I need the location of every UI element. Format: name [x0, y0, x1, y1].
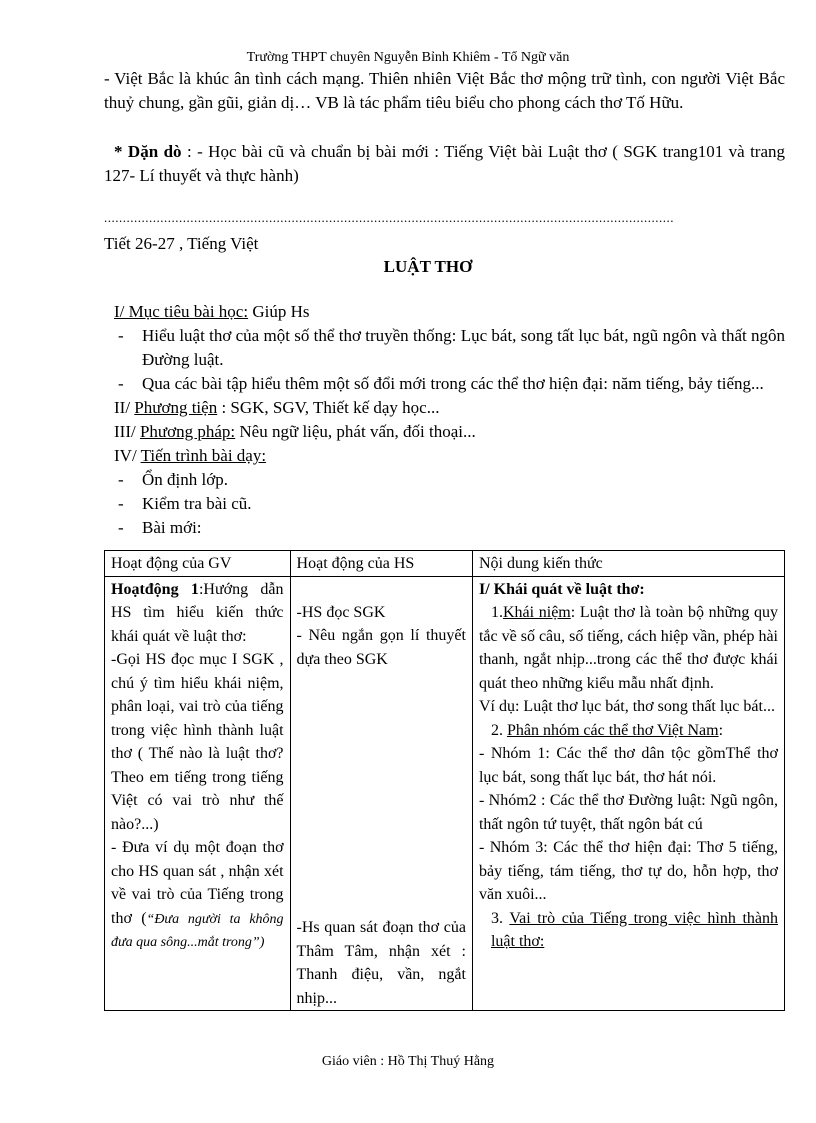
- objectives-rest: Giúp Hs: [248, 302, 310, 321]
- gv-quote-end: ): [259, 935, 265, 950]
- objectives-section: [104, 300, 785, 540]
- gv-paragraph: -Gọi HS đọc mục I SGK , chú ý tìm hiểu khái niệm, phân loại, vai trò của tiếng trong việc hình thành luật thơ ( Thế nào là luật thơ? Theo em tiếng trong tiếng Việt có vai trò như thế nào?...): [111, 651, 284, 833]
- role-label: Vai trò của Tiếng trong việc hình thành luật thơ:: [490, 909, 778, 950]
- gv-paragraph: [111, 836, 284, 954]
- concept-text: : Luật thơ là toàn bộ những quy tắc về số câu, số tiếng, cách hiệp vần, phép hài thanh, ngắt nhịp...trong các thể thơ được khái quát theo những kiểu mẫu nhất định.: [478, 604, 778, 692]
- method-prefix: III/: [114, 422, 140, 441]
- process-heading: [104, 444, 785, 468]
- lesson-table: [104, 550, 785, 1011]
- concept-label: Khái niệm: [502, 604, 571, 621]
- lesson-line: Tiết 26-27 , Tiếng Việt: [104, 234, 259, 253]
- page-title: LUẬT THƠ: [383, 257, 473, 276]
- header-content: Nội dung kiến thức: [472, 551, 784, 577]
- means-label: Phương tiện: [134, 398, 218, 417]
- divider: ........................................................................................................................................................: [104, 210, 674, 225]
- content-grouping: [479, 719, 778, 743]
- homework-paragraph: [104, 140, 785, 188]
- header-gv: Hoạt động của GV: [105, 551, 291, 577]
- grouping-end: :: [718, 721, 724, 739]
- process-list: [104, 468, 785, 540]
- gv-activity: [111, 578, 284, 649]
- objectives-heading: [104, 300, 785, 324]
- gv-cell: [105, 576, 291, 1011]
- hs-paragraph: -Hs quan sát đoạn thơ của Thâm Tâm, nhận xét : Thanh điệu, vần, ngắt nhịp...: [296, 919, 466, 1007]
- hs-cell: [290, 576, 472, 1011]
- gv-activity-text: :Hướng dẫn HS tìm hiểu kiến thức khái quát về luật thơ:: [111, 580, 284, 645]
- content-section-heading: I/ Khái quát về luật thơ:: [478, 580, 645, 598]
- content-example: Ví dụ: Luật thơ lục bát, thơ song thất lục bát...: [478, 698, 775, 715]
- grouping-number: 2.: [490, 721, 503, 739]
- content-group: - Nhóm 1: Các thể thơ dân tộc gồmThể thơ lục bát, song thất lục bát, thơ hát nói.: [478, 745, 778, 786]
- content-role: [479, 907, 778, 954]
- homework-text: : - Học bài cũ và chuẩn bị bài mới : Tiếng Việt bài Luật thơ ( SGK trang101 và trang 127- Lí thuyết và thực hành): [104, 142, 786, 185]
- gv-quote: “Đưa người ta không đưa qua sông...mắt trong”: [111, 911, 284, 950]
- content-group: - Nhóm 3: Các thể thơ hiện đại: Thơ 5 tiếng, bảy tiếng, tám tiếng, thơ tự do, hỗn hợp, thơ văn xuôi...: [478, 839, 778, 903]
- list-item: - Bài mới:: [104, 516, 785, 540]
- table-header-row: [105, 551, 785, 577]
- process-label: Tiến trình bài dạy:: [140, 446, 267, 465]
- content-group: - Nhóm2 : Các thể thơ Đường luật: Ngũ ngôn, thất ngôn tứ tuyệt, thất ngôn bát cú: [478, 792, 778, 833]
- process-prefix: IV/: [114, 446, 141, 465]
- list-item: - Qua các bài tập hiểu thêm một số đổi mới trong các thể thơ hiện đại: năm tiếng, bảy tiếng...: [104, 372, 785, 396]
- table-row: [105, 576, 785, 1011]
- method-label: Phương pháp:: [139, 422, 236, 441]
- list-item: - Kiểm tra bài cũ.: [104, 492, 785, 516]
- content-concept: [479, 601, 778, 695]
- list-item: - Hiểu luật thơ của một số thể thơ truyền thống: Lục bát, song tất lục bát, ngũ ngôn và thất ngôn Đường luật.: [104, 324, 785, 372]
- method-line: [104, 420, 785, 444]
- concept-number: 1.: [490, 604, 503, 621]
- grouping-label: Phân nhóm các thể thơ Việt Nam: [506, 721, 719, 739]
- objectives-list: [104, 324, 785, 396]
- gv-example-text: - Đưa ví dụ một đoạn thơ cho HS quan sát , nhận xét về vai trò của Tiếng trong thơ (: [111, 839, 284, 927]
- gv-activity-label: Hoạtđộng 1: [111, 580, 199, 598]
- content-cell: [472, 576, 784, 1011]
- list-item: - Ổn định lớp.: [104, 468, 785, 492]
- method-rest: Nêu ngữ liệu, phát vấn, đối thoại...: [235, 422, 476, 441]
- intro-paragraph: - Việt Bắc là khúc ân tình cách mạng. Thiên nhiên Việt Bắc thơ mộng trữ tình, con người Việt Bắc thuỷ chung, gần gũi, giản dị… VB là tác phẩm tiêu biểu cho phong cách thơ Tố Hữu.: [104, 69, 785, 112]
- means-line: [104, 396, 785, 420]
- homework-label: * Dặn dò: [114, 142, 182, 161]
- hs-paragraph: - Nêu ngắn gọn lí thuyết dựa theo SGK: [296, 627, 466, 668]
- means-rest: : SGK, SGV, Thiết kế dạy học...: [217, 398, 440, 417]
- hs-paragraph: -HS đọc SGK: [296, 603, 386, 621]
- role-number: 3.: [490, 909, 503, 927]
- page-header: Trường THPT chuyên Nguyễn Bỉnh Khiêm - Tổ Ngữ văn: [246, 50, 570, 65]
- page-footer: Giáo viên : Hồ Thị Thuý Hằng: [321, 1054, 495, 1069]
- header-hs: Hoạt động của HS: [290, 551, 472, 577]
- objectives-label: I/ Mục tiêu bài học:: [114, 302, 249, 321]
- means-prefix: II/: [114, 398, 135, 417]
